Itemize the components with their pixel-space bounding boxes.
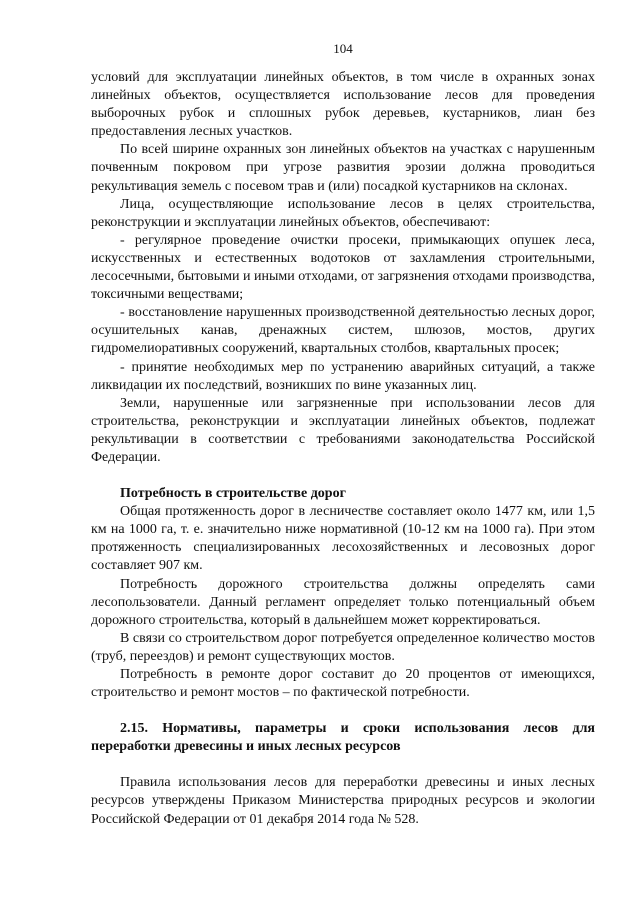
section-heading: 2.15. Нормативы, параметры и сроки использования лесов для переработки древесины и иных лесных ресурсов	[91, 721, 595, 755]
paragraph: Потребность дорожного строительства должны определять сами лесопользователи. Данный регламент определяет только потенциальный объем дорожного строительства, который в дальнейшем может корректироваться.	[91, 576, 595, 628]
paragraph: В связи со строительством дорог потребуется определенное количество мостов (труб, переездов) и ремонт существующих мостов.	[91, 630, 595, 664]
paragraph: Общая протяженность дорог в лесничестве составляет около 1477 км, или 1,5 км на 1000 га, т. е. значительно ниже нормативной (10-12 км на 1000 га). При этом протяженность специализированных лесохозяйственных и лесовозных дорог составляет 907 км.	[91, 504, 595, 574]
spacer	[91, 702, 595, 720]
paragraph: Земли, нарушенные или загрязненные при использовании лесов для строительства, реконструкции и эксплуатации линейных объектов, подлежат рекультивации в соответствии с требованиями законодательства Российской Федерации.	[91, 395, 595, 465]
page-number: 104	[333, 41, 353, 56]
linear-objects-block	[91, 69, 595, 467]
spacer	[91, 756, 595, 774]
section-block	[91, 774, 595, 828]
spacer	[91, 467, 595, 485]
paragraph: Потребность в ремонте дорог составит до 20 процентов от имеющихся, строительство и ремонт мостов – по фактической потребности.	[91, 667, 595, 701]
paragraph: - принятие необходимых мер по устранению аварийных ситуаций, а также ликвидации их последствий, возникших по вине указанных лиц.	[91, 359, 595, 393]
document-body	[91, 69, 595, 829]
paragraph: - регулярное проведение очистки просеки, примыкающих опушек леса, искусственных и естественных водотоков от захламления строительными, лесосечными, бытовыми и иными отходами, от загрязнения отходами производства, токсичными веществами;	[91, 232, 595, 303]
paragraph: Лица, осуществляющие использование лесов в целях строительства, реконструкции и эксплуатации линейных объектов, обеспечивают:	[91, 196, 595, 230]
paragraph: По всей ширине охранных зон линейных объектов на участках с нарушенным почвенным покровом при угрозе развития эрозии должна проводиться рекультивация земель с посевом трав и (или) посадкой кустарников на склонах.	[91, 142, 595, 194]
paragraph: условий для эксплуатации линейных объектов, в том числе в охранных зонах линейных объектов, осуществляется использование лесов для проведения выборочных рубок и сплошных рубок деревьев, кустарников, лиан без предоставления лесных участков.	[91, 70, 595, 140]
paragraph: Правила использования лесов для переработки древесины и иных лесных ресурсов утверждены Приказом Министерства природных ресурсов и экологии Российской Федерации от 01 декабря 2014 года № 528.	[91, 775, 595, 827]
roads-block	[91, 503, 595, 702]
roads-heading: Потребность в строительстве дорог	[120, 486, 346, 502]
paragraph: - восстановление нарушенных производственной деятельностью лесных дорог, осушительных канав, дренажных систем, шлюзов, мостов, других гидромелиоративных сооружений, квартальных столбов, квартальных просек;	[91, 305, 595, 357]
